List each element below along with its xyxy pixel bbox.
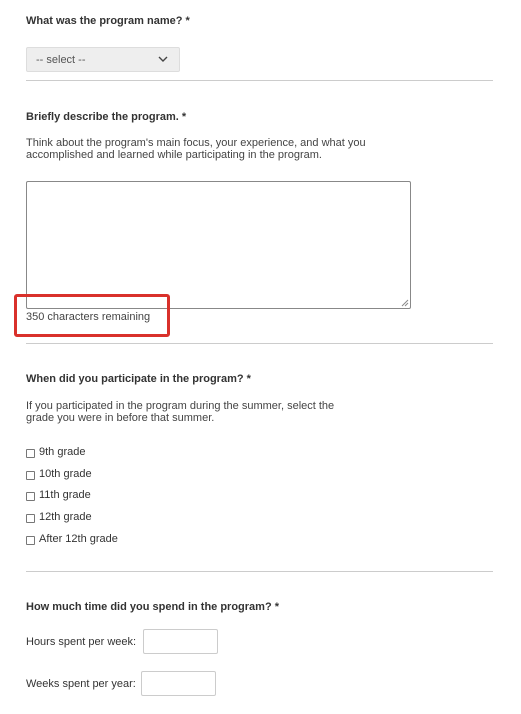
grade-after-12th-checkbox[interactable] [26,536,35,545]
grade-after-12th-label: After 12th grade [39,533,118,545]
description-question: Briefly describe the program. * [26,111,187,123]
hours-per-week-label: Hours spent per week: [26,636,137,648]
grade-12th-checkbox[interactable] [26,514,35,523]
grade-10th-checkbox[interactable] [26,471,35,480]
participation-help-line-2: grade you were in before that summer. [26,412,215,424]
chevron-down-icon [158,56,168,63]
grade-9th-checkbox[interactable] [26,449,35,458]
grade-9th-label: 9th grade [39,446,86,458]
section-divider [26,571,493,572]
participation-question: When did you participate in the program? * [26,373,251,385]
characters-remaining: 350 characters remaining [26,311,151,323]
grade-11th-label: 11th grade [39,489,91,501]
description-help-line-1: Think about the program's main focus, your experience, and what you [26,137,366,149]
section-divider [26,343,493,344]
program-name-question: What was the program name? * [26,15,190,27]
program-name-select-value: -- select -- [36,54,86,66]
hours-per-week-input[interactable] [143,629,218,654]
resize-grip-icon[interactable] [400,298,409,307]
participation-help-line-1: If you participated in the program during the summer, select the [26,400,335,412]
grade-11th-checkbox[interactable] [26,492,35,501]
description-help-line-2: accomplished and learned while participating in the program. [26,149,322,161]
program-name-select[interactable] [26,47,180,72]
section-divider [26,80,493,81]
time-spent-question: How much time did you spend in the program? * [26,601,280,613]
grade-12th-label: 12th grade [39,511,92,523]
weeks-per-year-label: Weeks spent per year: [26,678,136,690]
grade-10th-label: 10th grade [39,468,92,480]
weeks-per-year-input[interactable] [141,671,216,696]
description-textarea[interactable] [26,181,411,309]
